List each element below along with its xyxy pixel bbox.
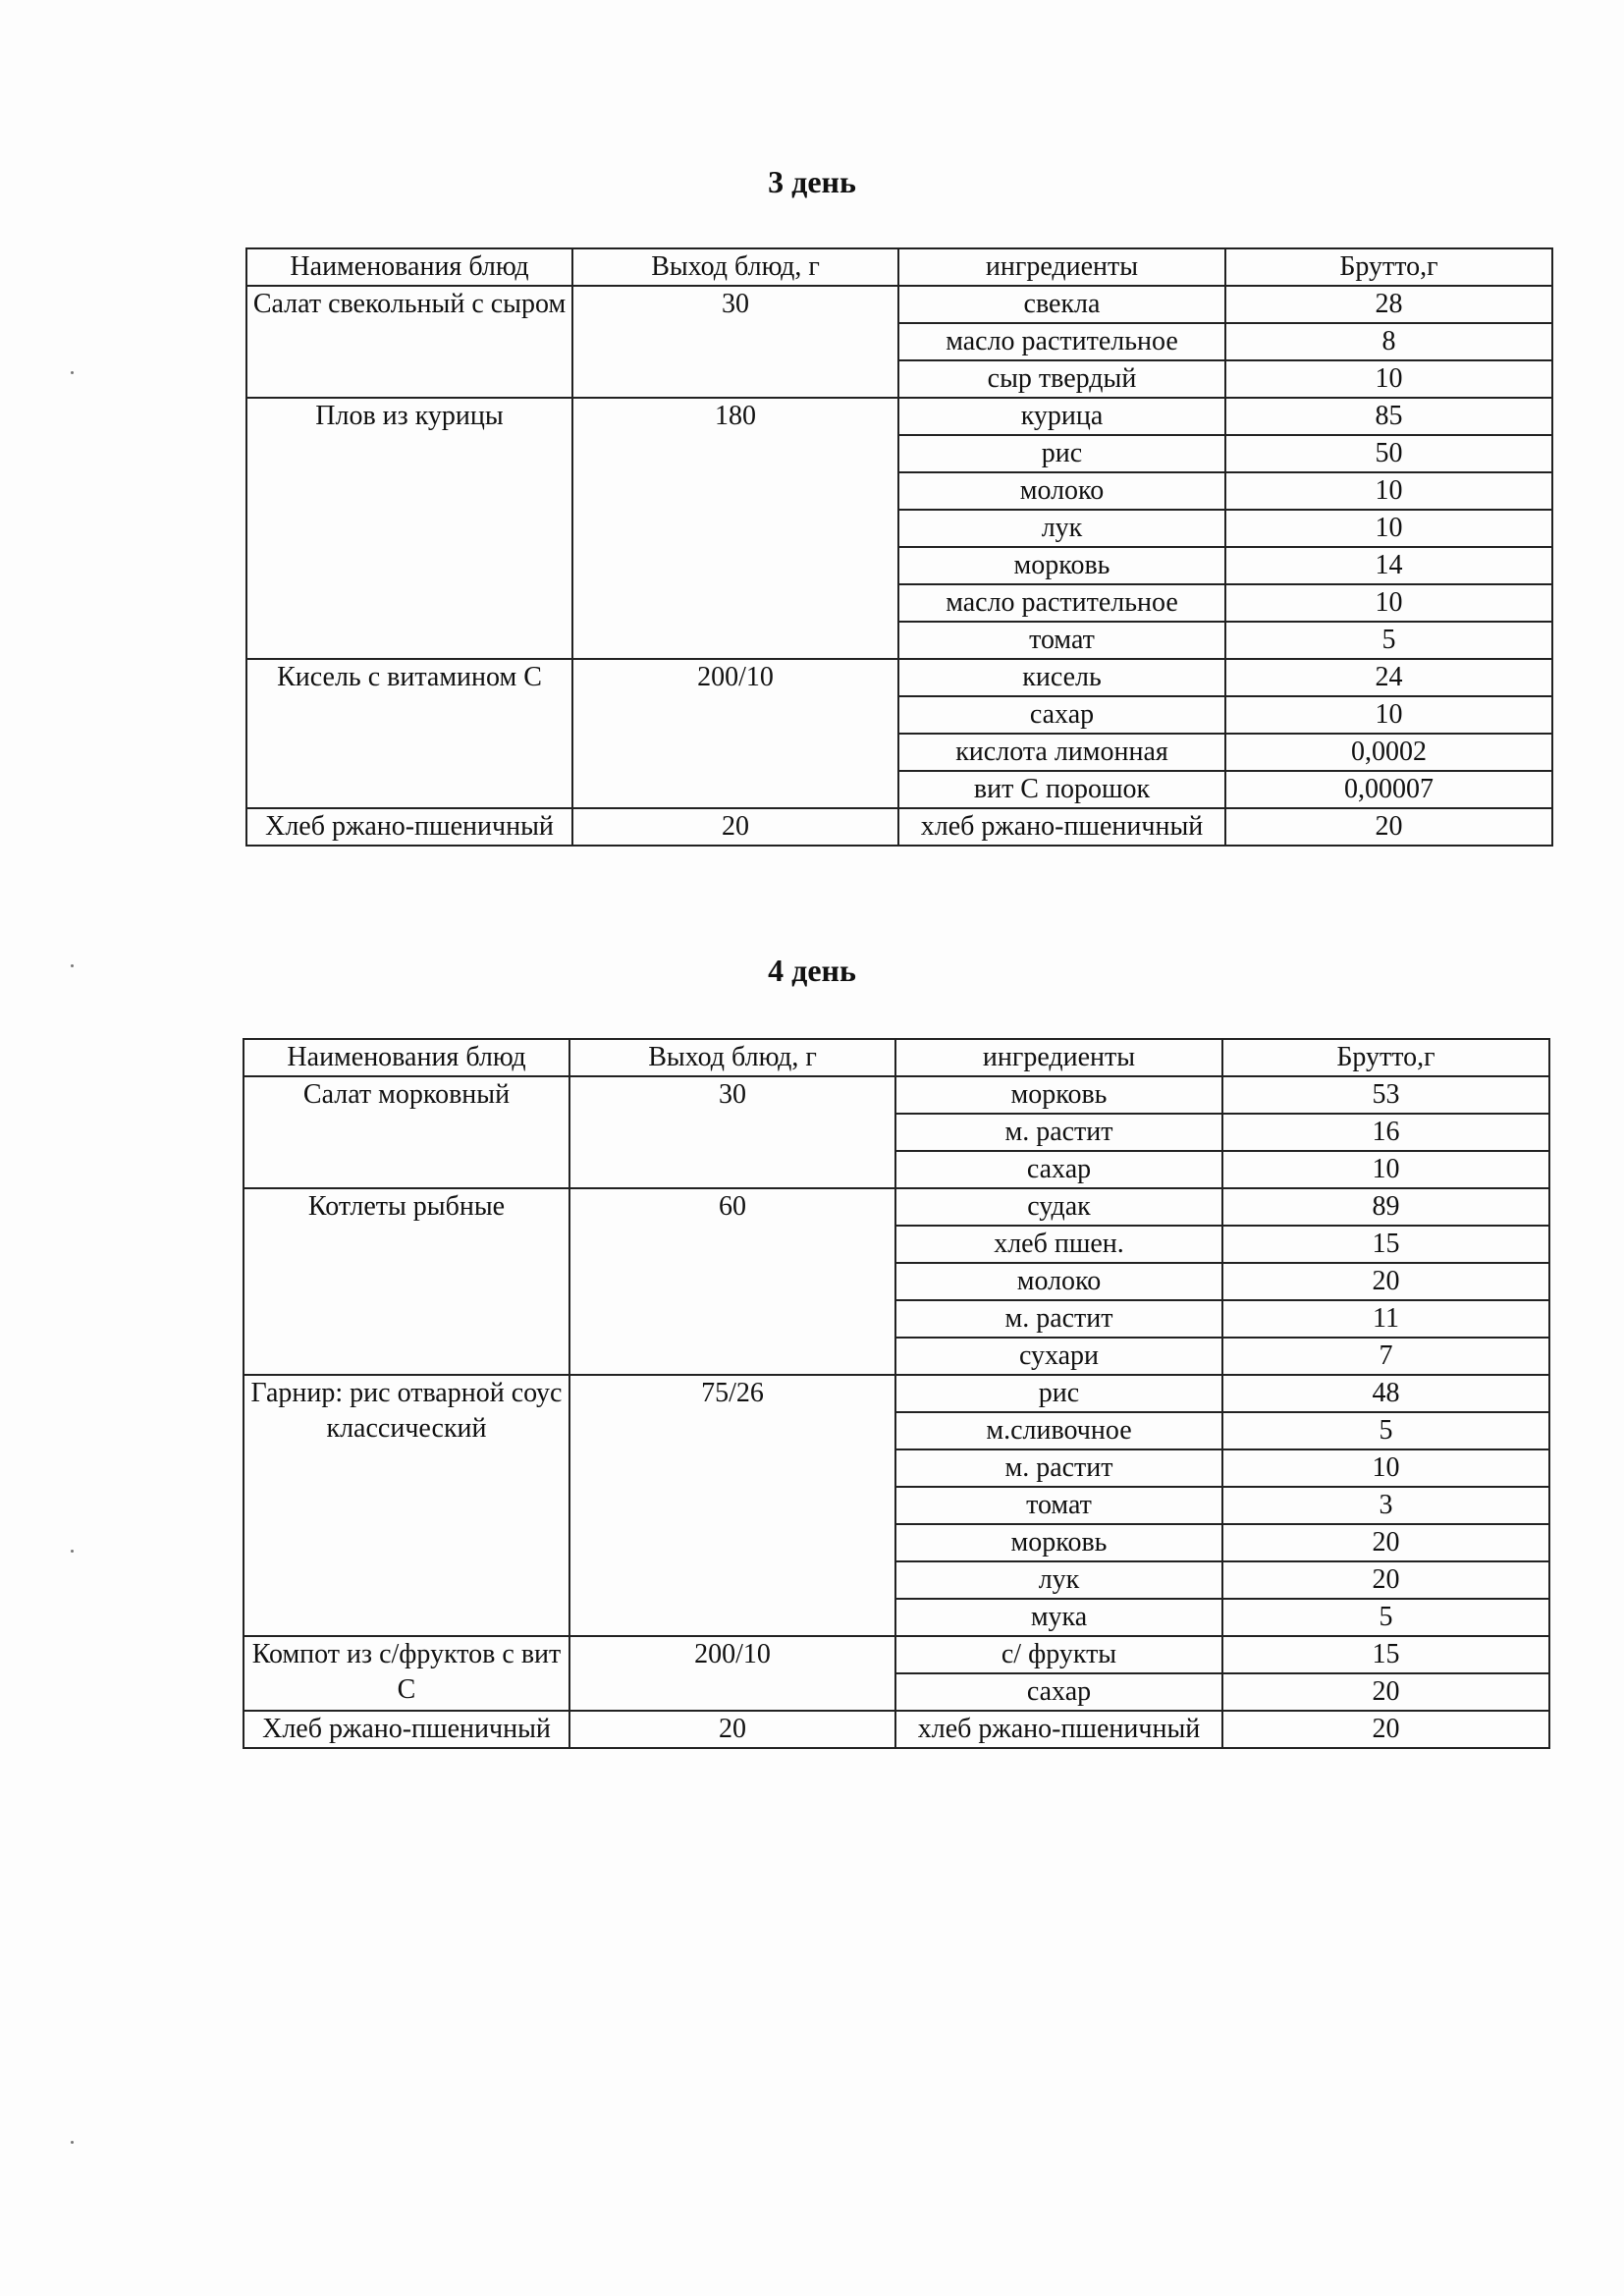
ingredient-cell: с/ фрукты [895, 1636, 1222, 1673]
brutto-cell: 20 [1222, 1673, 1549, 1711]
header-dish-name: Наименования блюд [244, 1039, 569, 1076]
brutto-cell: 10 [1225, 472, 1552, 510]
day-4-title: 4 день [768, 953, 856, 988]
brutto-cell: 20 [1222, 1561, 1549, 1599]
header-brutto: Брутто,г [1222, 1039, 1549, 1076]
header-output: Выход блюд, г [572, 248, 898, 286]
brutto-cell: 10 [1225, 584, 1552, 622]
dish-output-cell: 75/26 [569, 1375, 895, 1636]
dish-name-cell: Гарнир: рис отварной соус классический [244, 1375, 569, 1636]
ingredient-cell: морковь [898, 547, 1225, 584]
table-row [244, 1636, 1549, 1673]
brutto-cell: 50 [1225, 435, 1552, 472]
dish-output-cell: 20 [569, 1711, 895, 1748]
table-row [246, 398, 1552, 435]
ingredient-cell: кисель [898, 659, 1225, 696]
dish-name-cell: Кисель с витамином С [246, 659, 572, 808]
dish-name-cell: Хлеб ржано-пшеничный [246, 808, 572, 846]
table-row [244, 1076, 1549, 1114]
dish-output-cell: 200/10 [569, 1636, 895, 1711]
brutto-cell: 20 [1222, 1711, 1549, 1748]
ingredient-cell: хлеб ржано-пшеничный [895, 1711, 1222, 1748]
ingredient-cell: кислота лимонная [898, 734, 1225, 771]
brutto-cell: 14 [1225, 547, 1552, 584]
ingredient-cell: рис [895, 1375, 1222, 1412]
ingredient-cell: лук [898, 510, 1225, 547]
dish-name-cell: Котлеты рыбные [244, 1188, 569, 1375]
brutto-cell: 28 [1225, 286, 1552, 323]
scan-speck [71, 1550, 74, 1553]
brutto-cell: 20 [1222, 1524, 1549, 1561]
header-dish-name: Наименования блюд [246, 248, 572, 286]
brutto-cell: 10 [1225, 510, 1552, 547]
ingredient-cell: молоко [898, 472, 1225, 510]
ingredient-cell: томат [895, 1487, 1222, 1524]
brutto-cell: 24 [1225, 659, 1552, 696]
dish-output-cell: 180 [572, 398, 898, 659]
brutto-cell: 15 [1222, 1226, 1549, 1263]
ingredient-cell: сахар [895, 1673, 1222, 1711]
dish-name-cell: Компот из с/фруктов с вит С [244, 1636, 569, 1711]
ingredient-cell: сахар [895, 1151, 1222, 1188]
ingredient-cell: сахар [898, 696, 1225, 734]
dish-output-cell: 60 [569, 1188, 895, 1375]
ingredient-cell: морковь [895, 1524, 1222, 1561]
brutto-cell: 16 [1222, 1114, 1549, 1151]
ingredient-cell: м. растит [895, 1114, 1222, 1151]
ingredient-cell: сухари [895, 1338, 1222, 1375]
brutto-cell: 10 [1225, 360, 1552, 398]
brutto-cell: 0,00007 [1225, 771, 1552, 808]
scan-speck [71, 2141, 74, 2144]
brutto-cell: 10 [1222, 1449, 1549, 1487]
dish-name-cell: Хлеб ржано-пшеничный [244, 1711, 569, 1748]
brutto-cell: 0,0002 [1225, 734, 1552, 771]
brutto-cell: 48 [1222, 1375, 1549, 1412]
brutto-cell: 8 [1225, 323, 1552, 360]
ingredient-cell: масло растительное [898, 584, 1225, 622]
brutto-cell: 53 [1222, 1076, 1549, 1114]
brutto-cell: 20 [1222, 1263, 1549, 1300]
ingredient-cell: морковь [895, 1076, 1222, 1114]
brutto-cell: 89 [1222, 1188, 1549, 1226]
dish-output-cell: 20 [572, 808, 898, 846]
brutto-cell: 5 [1225, 622, 1552, 659]
ingredient-cell: вит С порошок [898, 771, 1225, 808]
ingredient-cell: м.сливочное [895, 1412, 1222, 1449]
table-row [244, 1375, 1549, 1412]
ingredient-cell: сыр твердый [898, 360, 1225, 398]
table-row [244, 1711, 1549, 1748]
ingredient-cell: молоко [895, 1263, 1222, 1300]
brutto-cell: 5 [1222, 1412, 1549, 1449]
table-row [246, 808, 1552, 846]
ingredient-cell: томат [898, 622, 1225, 659]
ingredient-cell: курица [898, 398, 1225, 435]
brutto-cell: 10 [1222, 1151, 1549, 1188]
dish-output-cell: 200/10 [572, 659, 898, 808]
day-3-menu-table [245, 247, 1553, 847]
dish-name-cell: Плов из курицы [246, 398, 572, 659]
day-4-menu-table [243, 1038, 1550, 1749]
ingredient-cell: хлеб ржано-пшеничный [898, 808, 1225, 846]
dish-name-cell: Салат морковный [244, 1076, 569, 1188]
brutto-cell: 85 [1225, 398, 1552, 435]
ingredient-cell: м. растит [895, 1449, 1222, 1487]
table-header-row [244, 1039, 1549, 1076]
table-row [246, 659, 1552, 696]
ingredient-cell: лук [895, 1561, 1222, 1599]
brutto-cell: 11 [1222, 1300, 1549, 1338]
table-row [244, 1188, 1549, 1226]
ingredient-cell: хлеб пшен. [895, 1226, 1222, 1263]
ingredient-cell: мука [895, 1599, 1222, 1636]
table-header-row [246, 248, 1552, 286]
header-ingredients: ингредиенты [898, 248, 1225, 286]
brutto-cell: 3 [1222, 1487, 1549, 1524]
header-output: Выход блюд, г [569, 1039, 895, 1076]
brutto-cell: 15 [1222, 1636, 1549, 1673]
table-row [246, 286, 1552, 323]
brutto-cell: 7 [1222, 1338, 1549, 1375]
dish-output-cell: 30 [569, 1076, 895, 1188]
ingredient-cell: свекла [898, 286, 1225, 323]
brutto-cell: 10 [1225, 696, 1552, 734]
ingredient-cell: масло растительное [898, 323, 1225, 360]
ingredient-cell: м. растит [895, 1300, 1222, 1338]
header-brutto: Брутто,г [1225, 248, 1552, 286]
day-3-title: 3 день [768, 164, 856, 199]
brutto-cell: 20 [1225, 808, 1552, 846]
ingredient-cell: судак [895, 1188, 1222, 1226]
dish-name-cell: Салат свекольный с сыром [246, 286, 572, 398]
scan-speck [71, 371, 74, 374]
header-ingredients: ингредиенты [895, 1039, 1222, 1076]
ingredient-cell: рис [898, 435, 1225, 472]
brutto-cell: 5 [1222, 1599, 1549, 1636]
dish-output-cell: 30 [572, 286, 898, 398]
scan-speck [71, 964, 74, 967]
